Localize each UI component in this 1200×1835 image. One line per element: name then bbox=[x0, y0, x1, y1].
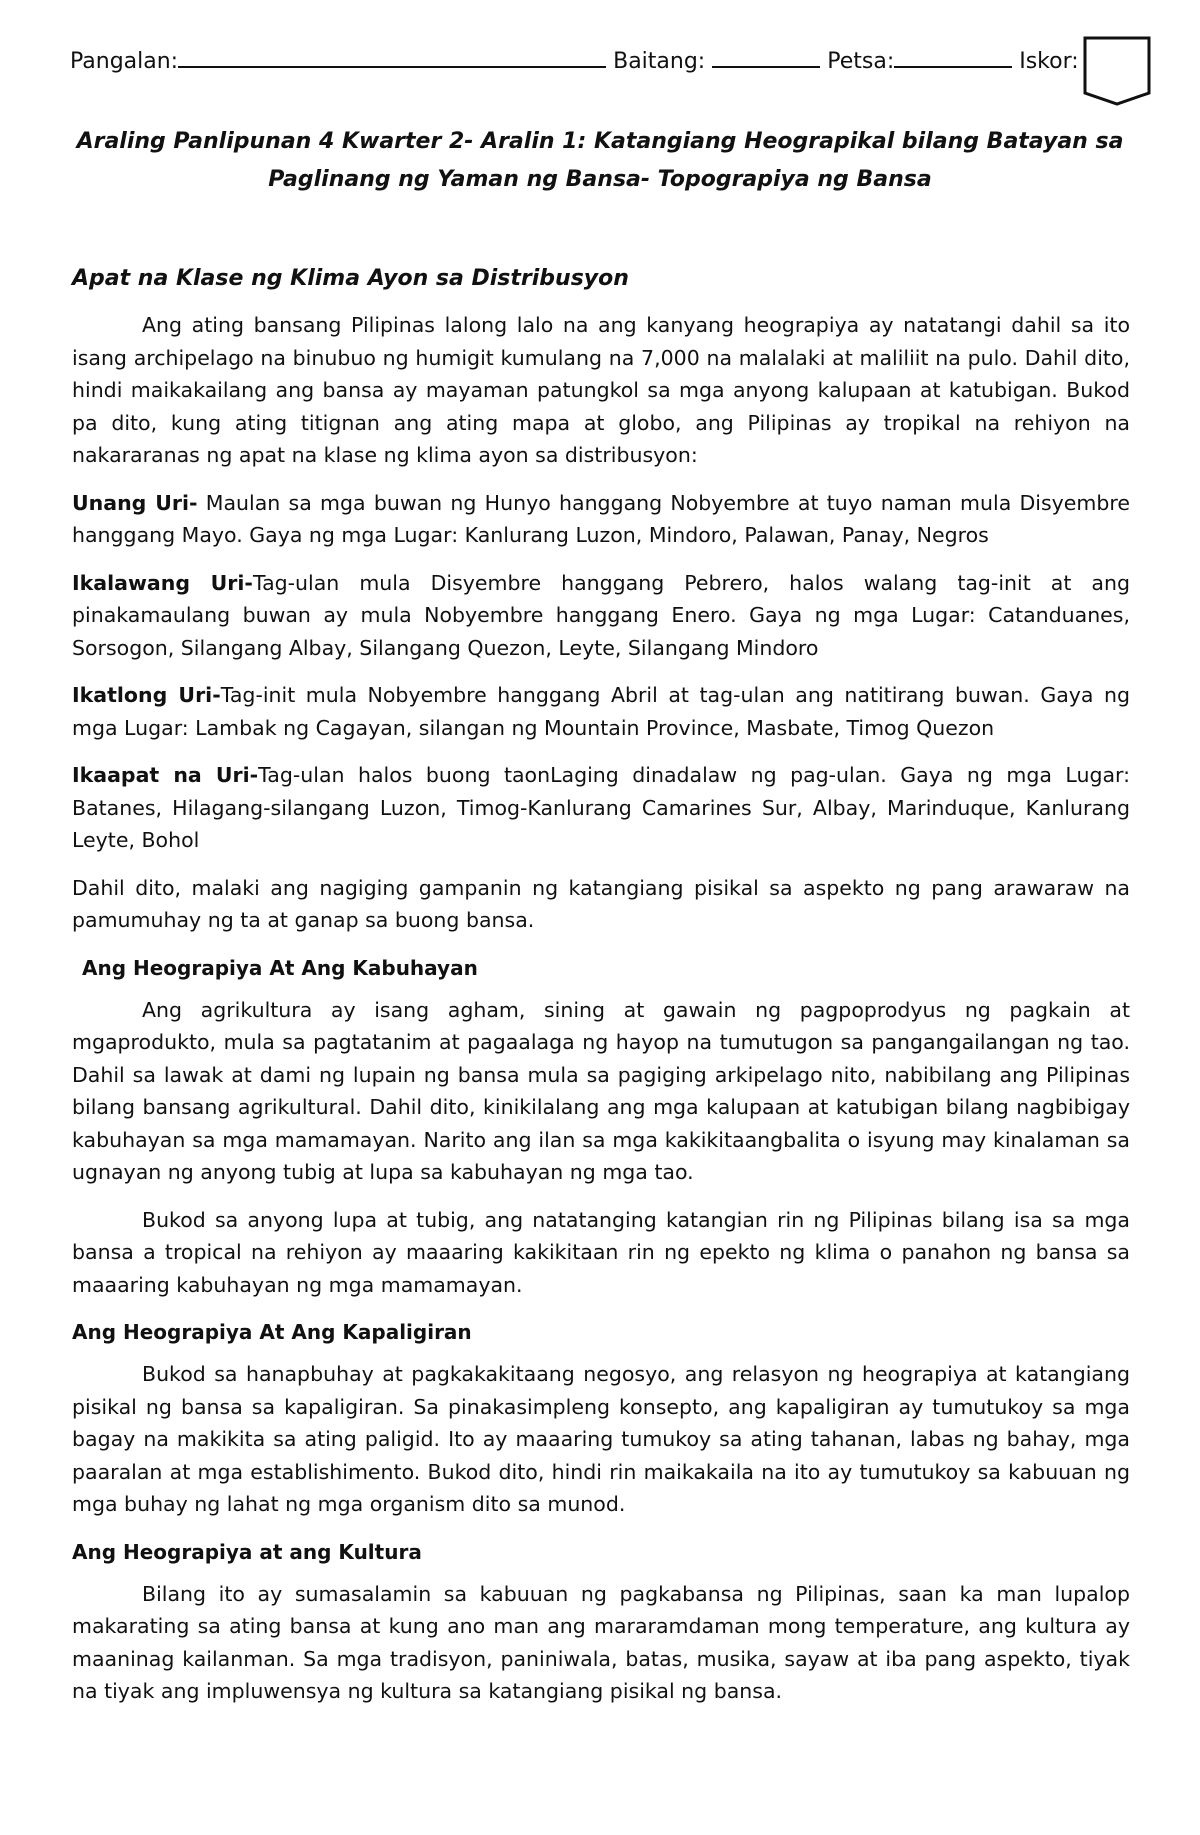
livelihood-paragraph-1: Ang agrikultura ay isang agham, sining at gawain ng pagpoprodyus ng pagkain at mgaprodukto, mula sa pagtatanim at pagaalaga ng hayop na tumutugon sa pangangailangan ng tao. Dahil sa lawak at dami ng lupain ng bansa mula sa pagiging arkipelago nito, nabibilang ang Pilipinas bilang bansang agrikultural. Dahil dito, kinikilalang ang mga kalupaan at katubigan bilang nagbibigay kabuhayan sa mga mamamayan. Narito ang ilan sa mga kakikitaangbalita o isyung may kinalaman sa ugnayan ng anyong tubig at lupa sa kabuhayan ng mga tao. bbox=[72, 997, 1130, 1184]
name-label: Pangalan: bbox=[70, 49, 179, 74]
culture-section-heading: Ang Heograpiya at ang Kultura bbox=[72, 1539, 422, 1564]
environment-section-heading: Ang Heograpiya At Ang Kapaligiran bbox=[72, 1320, 472, 1344]
student-info-line bbox=[70, 44, 1080, 78]
environment-paragraph: Bukod sa hanapbuhay at pagkakakitaang negosyo, ang relasyon ng heograpiya at katangiang pisikal ng bansa sa kapaligiran. Sa pinakasimpleng konsepto, ang kapaligiran ay tumutukoy sa mga bagay na makikita sa ating paligid. Ito ay maaaring tumukoy sa ating tahanan, labas ng bahay, mga paaralan at mga establishimento. Bukod dito, hindi rin maikakaila na ito ay tumutukoy sa kabuuan ng mga buhay ng lahat ng mga organism dito sa munod. bbox=[72, 1362, 1130, 1516]
culture-paragraph: Bilang ito ay sumasalamin sa kabuuan ng pagkabansa ng Pilipinas, saan ka man lupalop makarating sa ating bansa at kung ano man ang mararamdaman mong temperature, ang kultura ay maaninag kailanman. Sa mga tradisyon, paniniwala, batas, musika, sayaw at iba pang aspekto, tiyak na tiyak ang impluwensya ng kultura sa katangiang pisikal ng bansa. bbox=[72, 1581, 1130, 1703]
climate-closing-paragraph: Dahil dito, malaki ang nagiging gampanin ng katangiang pisikal sa aspekto ng pang arawaraw na pamumuhay ng ta at ganap sa buong bansa. bbox=[72, 875, 1130, 932]
climate-type-1-text: Maulan sa mga buwan ng Hunyo hanggang Nobyembre at tuyo naman mula Disyembre hanggang Mayo. Gaya ng mga Lugar: Kanlurang Luzon, Mindoro, Palawan, Panay, Negros bbox=[72, 490, 1130, 547]
grade-blank[interactable] bbox=[712, 44, 820, 68]
date-label: Petsa: bbox=[827, 49, 895, 74]
livelihood-paragraph-2: Bukod sa anyong lupa at tubig, ang natatanging katangian rin ng Pilipinas bilang isa sa mga bansa a tropical na rehiyon ay maaaring kakikitaan rin ng epekto ng klima o panahon ng bansa sa maaaring kabuhayan ng mga mamamayan. bbox=[72, 1207, 1130, 1297]
climate-type-2-term: Ikalawang Uri- bbox=[72, 570, 253, 595]
date-blank[interactable] bbox=[894, 44, 1012, 68]
climate-type-2-text: Tag-ulan mula Disyembre hanggang Pebrero, halos walang tag-init at ang pinakamaulang buwan ay mula Nobyembre hanggang Enero. Gaya ng mga Lugar: Catanduanes, Sorsogon, Silangang Albay, Silangang Quezon, Leyte, Silangang Mindoro bbox=[72, 570, 1130, 660]
lesson-content bbox=[72, 262, 1130, 1723]
title-line-1: Araling Panlipunan 4 Kwarter 2- Aralin 1: Katangiang Heograpikal bilang Batayan sa bbox=[76, 129, 1124, 154]
grade-label: Baitang: bbox=[613, 49, 706, 74]
livelihood-section-heading: Ang Heograpiya At Ang Kabuhayan bbox=[82, 955, 478, 980]
lesson-title bbox=[70, 123, 1130, 199]
climate-type-4-term: Ikaapat na Uri- bbox=[72, 763, 259, 787]
climate-type-3-text: Tag-init mula Nobyembre hanggang Abril at tag-ulan ang natitirang buwan. Gaya ng mga Lugar: Lambak ng Cagayan, silangan ng Mountain Province, Masbate, Timog Quezon bbox=[72, 683, 1131, 740]
climate-type-3-term: Ikatlong Uri- bbox=[72, 683, 221, 707]
climate-type-1 bbox=[72, 487, 1130, 552]
climate-type-4 bbox=[72, 759, 1130, 857]
climate-intro-paragraph: Ang ating bansang Pilipinas lalong lalo na ang kanyang heograpiya ay natatangi dahil sa ito isang archipelago na binubuo ng humigit kumulang na 7,000 na malalaki at maliliit na pulo. Dahil dito, hindi maikakailang ang bansa ay mayaman patungkol sa mga anyong kalupaan at katubigan. Bukod pa dito, kung ating titignan ang ating mapa at globo, ang Pilipinas ay tropikal na rehiyon na nakararanas ng apat na klase ng klima ayon sa distribusyon: bbox=[72, 313, 1130, 467]
title-line-2: Paglinang ng Yaman ng Bansa- Topograpiya ng Bansa bbox=[268, 167, 932, 192]
climate-section-heading: Apat na Klase ng Klima Ayon sa Distribusyon bbox=[72, 266, 629, 291]
climate-type-2 bbox=[72, 567, 1130, 665]
name-blank[interactable] bbox=[178, 44, 606, 68]
climate-type-4-text: Tag-ulan halos buong taonLaging dinadalaw ng pag-ulan. Gaya ng mga Lugar: Batanes, Hilagang-silangang Luzon, Timog-Kanlurang Camarines Sur, Albay, Marinduque, Kanlurang Leyte, Bohol bbox=[72, 763, 1130, 852]
score-shield-box[interactable] bbox=[1082, 35, 1152, 107]
climate-type-1-term: Unang Uri- bbox=[72, 490, 198, 515]
score-label: Iskor: bbox=[1019, 49, 1079, 74]
climate-type-3 bbox=[72, 679, 1130, 744]
